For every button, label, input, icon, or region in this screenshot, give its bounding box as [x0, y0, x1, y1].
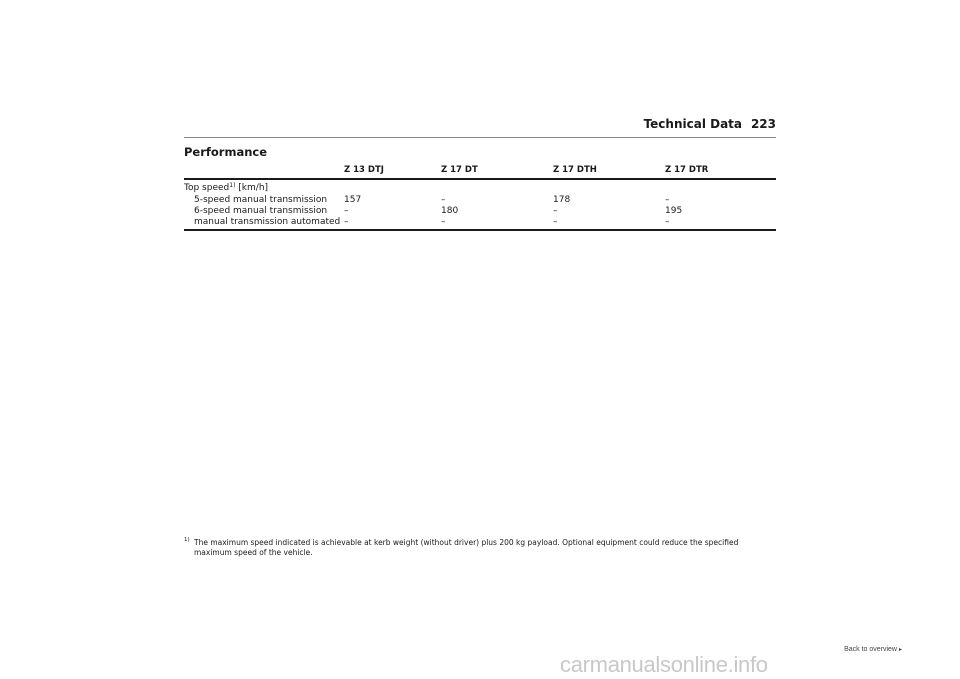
column-header-z17dt: Z 17 DT: [441, 165, 478, 175]
row-label: manual transmission automated: [194, 217, 341, 227]
group-label: Top speed: [184, 183, 230, 193]
table-cell: –: [441, 217, 446, 227]
header-divider: [184, 137, 776, 138]
footnote-mark: 1): [184, 537, 190, 543]
table-cell: 157: [344, 195, 362, 205]
table-cell: –: [665, 217, 670, 227]
table-cell: 195: [665, 206, 683, 216]
table-cell: –: [344, 206, 349, 216]
group-footnote-mark: 1): [229, 182, 236, 189]
column-header-z13dtj: Z 13 DTJ: [344, 165, 384, 175]
header-title: Technical Data: [643, 117, 742, 131]
chevron-right-icon: ▸: [898, 647, 902, 653]
table-cell: 178: [553, 195, 571, 205]
back-to-overview-link[interactable]: [844, 646, 902, 653]
table-cell: –: [441, 195, 446, 205]
table-cell: –: [553, 217, 558, 227]
table-cell: –: [344, 217, 349, 227]
row-group-label: [184, 183, 268, 194]
column-header-z17dtr: Z 17 DTR: [665, 165, 709, 175]
row-label: 5-speed manual transmission: [194, 195, 328, 205]
row-label: 6-speed manual transmission: [194, 206, 328, 216]
section-title: Performance: [184, 145, 268, 159]
table-bottom-rule: [184, 229, 776, 231]
back-link-label: Back to overview: [844, 646, 897, 653]
table-top-rule: [184, 178, 776, 180]
table-cell: –: [665, 195, 670, 205]
page-header: [184, 113, 776, 135]
table-cell: –: [553, 206, 558, 216]
page-number: 223: [750, 117, 776, 131]
watermark: carmanualsonline.info: [560, 652, 768, 677]
table-cell: 180: [441, 206, 459, 216]
group-unit: [km/h]: [238, 183, 269, 193]
footnote: [184, 538, 764, 557]
footnote-text: The maximum speed indicated is achievable at kerb weight (without driver) plus 200 kg payload. Optional equipment could reduce the specified maximum speed of the vehicle.: [194, 538, 739, 557]
column-header-z17dth: Z 17 DTH: [553, 165, 597, 175]
